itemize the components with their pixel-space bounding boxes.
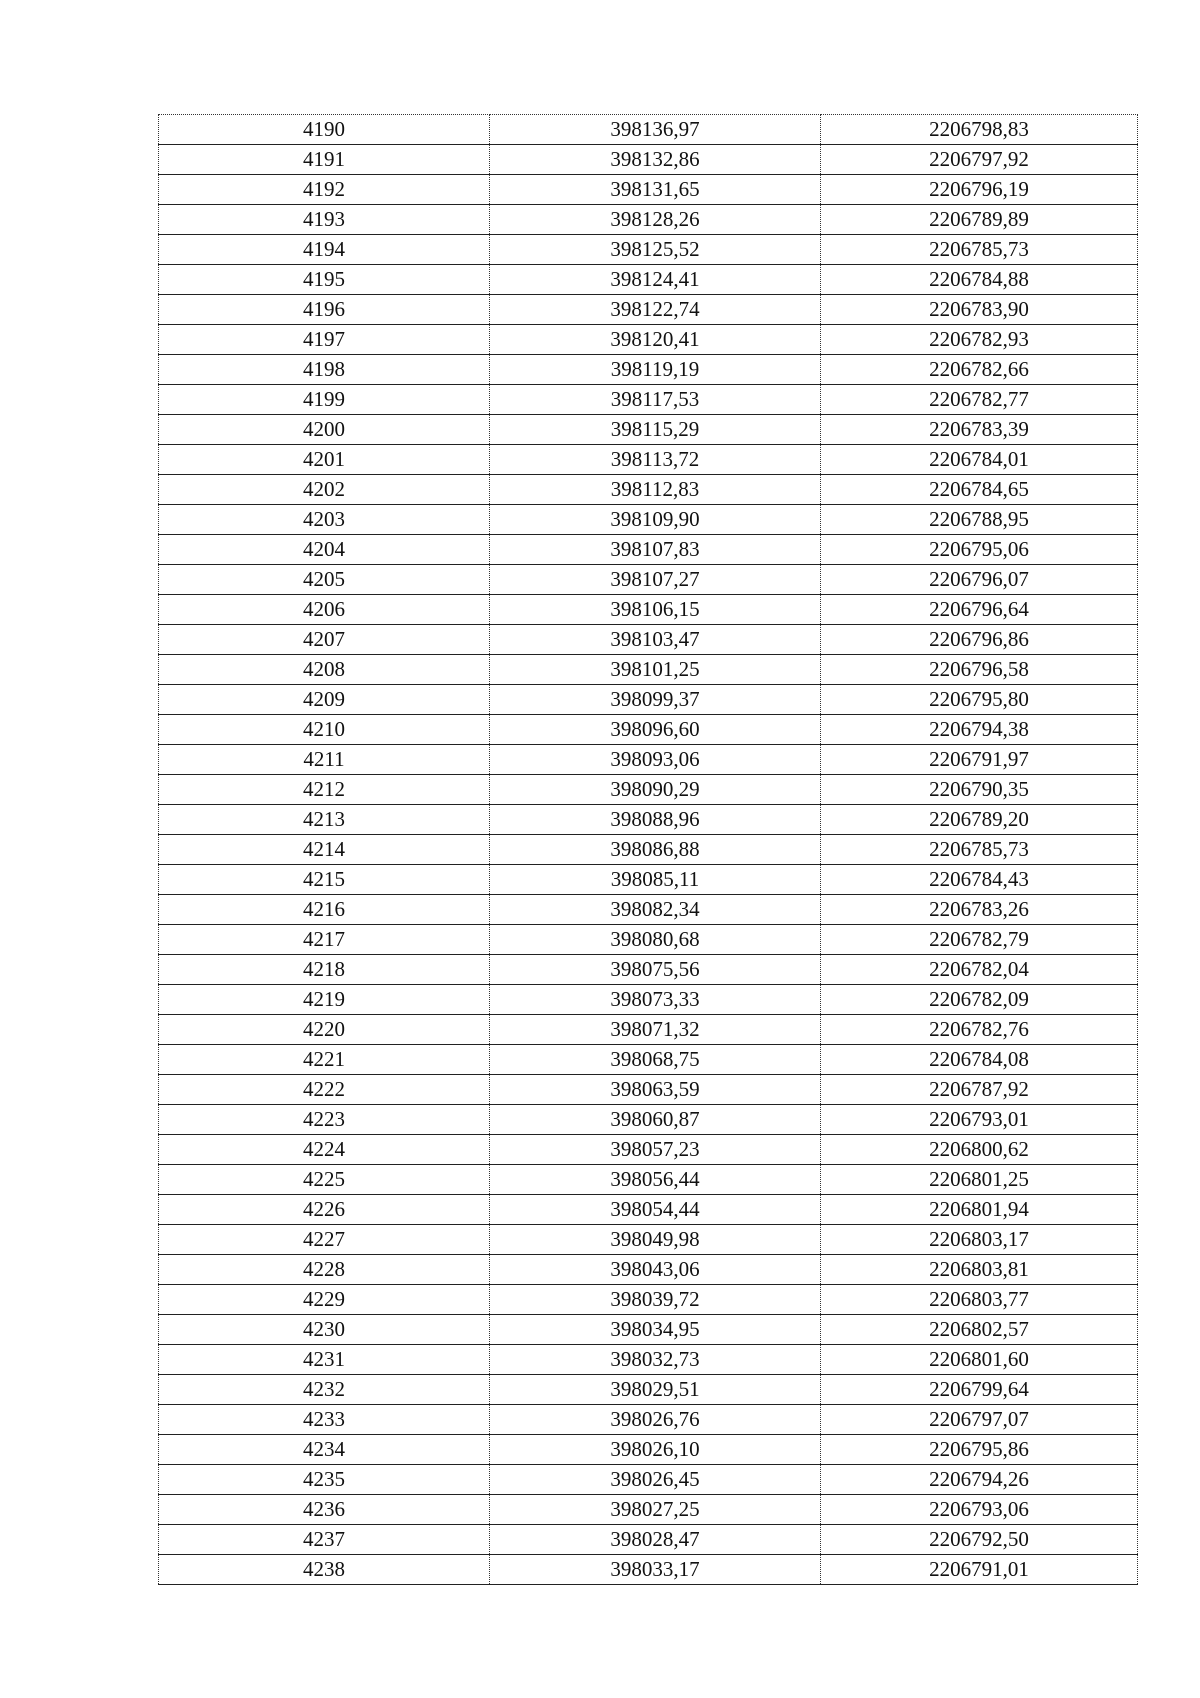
point-number-cell: 4229 — [159, 1285, 490, 1315]
table-row — [159, 595, 1138, 625]
y-coordinate-cell: 2206796,07 — [821, 565, 1138, 595]
point-number-cell: 4235 — [159, 1465, 490, 1495]
x-coordinate-cell: 398026,76 — [490, 1405, 821, 1435]
point-number-cell: 4223 — [159, 1105, 490, 1135]
x-coordinate-cell: 398136,97 — [490, 115, 821, 145]
x-coordinate-cell: 398029,51 — [490, 1375, 821, 1405]
y-coordinate-cell: 2206788,95 — [821, 505, 1138, 535]
table-row — [159, 775, 1138, 805]
table-row — [159, 1435, 1138, 1465]
y-coordinate-cell: 2206796,64 — [821, 595, 1138, 625]
point-number-cell: 4220 — [159, 1015, 490, 1045]
y-coordinate-cell: 2206783,90 — [821, 295, 1138, 325]
y-coordinate-cell: 2206796,58 — [821, 655, 1138, 685]
table-row — [159, 1045, 1138, 1075]
y-coordinate-cell: 2206801,25 — [821, 1165, 1138, 1195]
point-number-cell: 4227 — [159, 1225, 490, 1255]
point-number-cell: 4215 — [159, 865, 490, 895]
point-number-cell: 4191 — [159, 145, 490, 175]
y-coordinate-cell: 2206797,92 — [821, 145, 1138, 175]
x-coordinate-cell: 398026,45 — [490, 1465, 821, 1495]
x-coordinate-cell: 398096,60 — [490, 715, 821, 745]
table-row — [159, 145, 1138, 175]
table-row — [159, 1555, 1138, 1585]
table-row — [159, 115, 1138, 145]
y-coordinate-cell: 2206799,64 — [821, 1375, 1138, 1405]
point-number-cell: 4213 — [159, 805, 490, 835]
point-number-cell: 4204 — [159, 535, 490, 565]
table-row — [159, 1255, 1138, 1285]
x-coordinate-cell: 398082,34 — [490, 895, 821, 925]
x-coordinate-cell: 398033,17 — [490, 1555, 821, 1585]
point-number-cell: 4233 — [159, 1405, 490, 1435]
point-number-cell: 4217 — [159, 925, 490, 955]
point-number-cell: 4206 — [159, 595, 490, 625]
x-coordinate-cell: 398073,33 — [490, 985, 821, 1015]
table-row — [159, 1135, 1138, 1165]
table-row — [159, 1195, 1138, 1225]
x-coordinate-cell: 398028,47 — [490, 1525, 821, 1555]
point-number-cell: 4216 — [159, 895, 490, 925]
x-coordinate-cell: 398125,52 — [490, 235, 821, 265]
x-coordinate-cell: 398039,72 — [490, 1285, 821, 1315]
y-coordinate-cell: 2206793,06 — [821, 1495, 1138, 1525]
point-number-cell: 4200 — [159, 415, 490, 445]
point-number-cell: 4222 — [159, 1075, 490, 1105]
point-number-cell: 4221 — [159, 1045, 490, 1075]
y-coordinate-cell: 2206798,83 — [821, 115, 1138, 145]
y-coordinate-cell: 2206795,80 — [821, 685, 1138, 715]
x-coordinate-cell: 398090,29 — [490, 775, 821, 805]
y-coordinate-cell: 2206782,09 — [821, 985, 1138, 1015]
table-row — [159, 1105, 1138, 1135]
table-row — [159, 1075, 1138, 1105]
table-row — [159, 415, 1138, 445]
point-number-cell: 4234 — [159, 1435, 490, 1465]
point-number-cell: 4198 — [159, 355, 490, 385]
table-row — [159, 475, 1138, 505]
y-coordinate-cell: 2206784,01 — [821, 445, 1138, 475]
point-number-cell: 4236 — [159, 1495, 490, 1525]
point-number-cell: 4219 — [159, 985, 490, 1015]
y-coordinate-cell: 2206803,81 — [821, 1255, 1138, 1285]
point-number-cell: 4211 — [159, 745, 490, 775]
x-coordinate-cell: 398131,65 — [490, 175, 821, 205]
table-row — [159, 715, 1138, 745]
table-row — [159, 235, 1138, 265]
x-coordinate-cell: 398124,41 — [490, 265, 821, 295]
x-coordinate-cell: 398049,98 — [490, 1225, 821, 1255]
point-number-cell: 4201 — [159, 445, 490, 475]
table-row — [159, 1165, 1138, 1195]
x-coordinate-cell: 398122,74 — [490, 295, 821, 325]
table-row — [159, 985, 1138, 1015]
y-coordinate-cell: 2206789,89 — [821, 205, 1138, 235]
table-row — [159, 295, 1138, 325]
table-row — [159, 1405, 1138, 1435]
x-coordinate-cell: 398107,83 — [490, 535, 821, 565]
point-number-cell: 4225 — [159, 1165, 490, 1195]
point-number-cell: 4232 — [159, 1375, 490, 1405]
x-coordinate-cell: 398068,75 — [490, 1045, 821, 1075]
x-coordinate-cell: 398060,87 — [490, 1105, 821, 1135]
coordinates-table — [158, 114, 1138, 1585]
point-number-cell: 4212 — [159, 775, 490, 805]
point-number-cell: 4207 — [159, 625, 490, 655]
table-row — [159, 1495, 1138, 1525]
x-coordinate-cell: 398075,56 — [490, 955, 821, 985]
table-row — [159, 655, 1138, 685]
table-row — [159, 925, 1138, 955]
table-row — [159, 325, 1138, 355]
table-row — [159, 565, 1138, 595]
y-coordinate-cell: 2206797,07 — [821, 1405, 1138, 1435]
point-number-cell: 4196 — [159, 295, 490, 325]
x-coordinate-cell: 398113,72 — [490, 445, 821, 475]
point-number-cell: 4209 — [159, 685, 490, 715]
x-coordinate-cell: 398117,53 — [490, 385, 821, 415]
point-number-cell: 4194 — [159, 235, 490, 265]
y-coordinate-cell: 2206792,50 — [821, 1525, 1138, 1555]
table-row — [159, 205, 1138, 235]
y-coordinate-cell: 2206796,19 — [821, 175, 1138, 205]
y-coordinate-cell: 2206794,26 — [821, 1465, 1138, 1495]
point-number-cell: 4208 — [159, 655, 490, 685]
table-row — [159, 685, 1138, 715]
table-row — [159, 865, 1138, 895]
x-coordinate-cell: 398032,73 — [490, 1345, 821, 1375]
x-coordinate-cell: 398112,83 — [490, 475, 821, 505]
point-number-cell: 4195 — [159, 265, 490, 295]
y-coordinate-cell: 2206794,38 — [821, 715, 1138, 745]
y-coordinate-cell: 2206803,17 — [821, 1225, 1138, 1255]
y-coordinate-cell: 2206785,73 — [821, 835, 1138, 865]
x-coordinate-cell: 398120,41 — [490, 325, 821, 355]
x-coordinate-cell: 398101,25 — [490, 655, 821, 685]
table-row — [159, 355, 1138, 385]
y-coordinate-cell: 2206789,20 — [821, 805, 1138, 835]
y-coordinate-cell: 2206791,01 — [821, 1555, 1138, 1585]
point-number-cell: 4230 — [159, 1315, 490, 1345]
table-row — [159, 745, 1138, 775]
y-coordinate-cell: 2206801,60 — [821, 1345, 1138, 1375]
point-number-cell: 4197 — [159, 325, 490, 355]
table-row — [159, 1345, 1138, 1375]
x-coordinate-cell: 398119,19 — [490, 355, 821, 385]
y-coordinate-cell: 2206782,66 — [821, 355, 1138, 385]
point-number-cell: 4190 — [159, 115, 490, 145]
table-row — [159, 175, 1138, 205]
x-coordinate-cell: 398086,88 — [490, 835, 821, 865]
x-coordinate-cell: 398056,44 — [490, 1165, 821, 1195]
table-row — [159, 1225, 1138, 1255]
point-number-cell: 4231 — [159, 1345, 490, 1375]
y-coordinate-cell: 2206793,01 — [821, 1105, 1138, 1135]
x-coordinate-cell: 398099,37 — [490, 685, 821, 715]
y-coordinate-cell: 2206784,65 — [821, 475, 1138, 505]
y-coordinate-cell: 2206783,39 — [821, 415, 1138, 445]
table-row — [159, 535, 1138, 565]
x-coordinate-cell: 398054,44 — [490, 1195, 821, 1225]
y-coordinate-cell: 2206795,86 — [821, 1435, 1138, 1465]
y-coordinate-cell: 2206782,04 — [821, 955, 1138, 985]
table-row — [159, 805, 1138, 835]
y-coordinate-cell: 2206803,77 — [821, 1285, 1138, 1315]
x-coordinate-cell: 398043,06 — [490, 1255, 821, 1285]
table-row — [159, 1015, 1138, 1045]
table-row — [159, 445, 1138, 475]
point-number-cell: 4218 — [159, 955, 490, 985]
x-coordinate-cell: 398093,06 — [490, 745, 821, 775]
point-number-cell: 4193 — [159, 205, 490, 235]
x-coordinate-cell: 398057,23 — [490, 1135, 821, 1165]
table-row — [159, 835, 1138, 865]
table-row — [159, 1525, 1138, 1555]
y-coordinate-cell: 2206784,08 — [821, 1045, 1138, 1075]
point-number-cell: 4226 — [159, 1195, 490, 1225]
x-coordinate-cell: 398071,32 — [490, 1015, 821, 1045]
y-coordinate-cell: 2206787,92 — [821, 1075, 1138, 1105]
x-coordinate-cell: 398026,10 — [490, 1435, 821, 1465]
table-row — [159, 955, 1138, 985]
y-coordinate-cell: 2206785,73 — [821, 235, 1138, 265]
point-number-cell: 4205 — [159, 565, 490, 595]
y-coordinate-cell: 2206800,62 — [821, 1135, 1138, 1165]
y-coordinate-cell: 2206795,06 — [821, 535, 1138, 565]
point-number-cell: 4210 — [159, 715, 490, 745]
y-coordinate-cell: 2206790,35 — [821, 775, 1138, 805]
x-coordinate-cell: 398132,86 — [490, 145, 821, 175]
x-coordinate-cell: 398085,11 — [490, 865, 821, 895]
point-number-cell: 4202 — [159, 475, 490, 505]
y-coordinate-cell: 2206801,94 — [821, 1195, 1138, 1225]
x-coordinate-cell: 398103,47 — [490, 625, 821, 655]
x-coordinate-cell: 398027,25 — [490, 1495, 821, 1525]
table-row — [159, 1315, 1138, 1345]
y-coordinate-cell: 2206784,88 — [821, 265, 1138, 295]
x-coordinate-cell: 398109,90 — [490, 505, 821, 535]
y-coordinate-cell: 2206784,43 — [821, 865, 1138, 895]
point-number-cell: 4224 — [159, 1135, 490, 1165]
y-coordinate-cell: 2206796,86 — [821, 625, 1138, 655]
point-number-cell: 4228 — [159, 1255, 490, 1285]
coordinates-table-body — [159, 115, 1138, 1585]
table-row — [159, 265, 1138, 295]
point-number-cell: 4203 — [159, 505, 490, 535]
y-coordinate-cell: 2206783,26 — [821, 895, 1138, 925]
table-row — [159, 385, 1138, 415]
table-row — [159, 1465, 1138, 1495]
x-coordinate-cell: 398107,27 — [490, 565, 821, 595]
x-coordinate-cell: 398088,96 — [490, 805, 821, 835]
table-row — [159, 895, 1138, 925]
y-coordinate-cell: 2206782,77 — [821, 385, 1138, 415]
x-coordinate-cell: 398080,68 — [490, 925, 821, 955]
y-coordinate-cell: 2206782,79 — [821, 925, 1138, 955]
y-coordinate-cell: 2206791,97 — [821, 745, 1138, 775]
table-row — [159, 625, 1138, 655]
table-row — [159, 1285, 1138, 1315]
point-number-cell: 4214 — [159, 835, 490, 865]
point-number-cell: 4238 — [159, 1555, 490, 1585]
table-row — [159, 1375, 1138, 1405]
x-coordinate-cell: 398106,15 — [490, 595, 821, 625]
x-coordinate-cell: 398128,26 — [490, 205, 821, 235]
x-coordinate-cell: 398063,59 — [490, 1075, 821, 1105]
y-coordinate-cell: 2206782,93 — [821, 325, 1138, 355]
point-number-cell: 4199 — [159, 385, 490, 415]
point-number-cell: 4192 — [159, 175, 490, 205]
x-coordinate-cell: 398034,95 — [490, 1315, 821, 1345]
y-coordinate-cell: 2206802,57 — [821, 1315, 1138, 1345]
point-number-cell: 4237 — [159, 1525, 490, 1555]
x-coordinate-cell: 398115,29 — [490, 415, 821, 445]
y-coordinate-cell: 2206782,76 — [821, 1015, 1138, 1045]
table-row — [159, 505, 1138, 535]
